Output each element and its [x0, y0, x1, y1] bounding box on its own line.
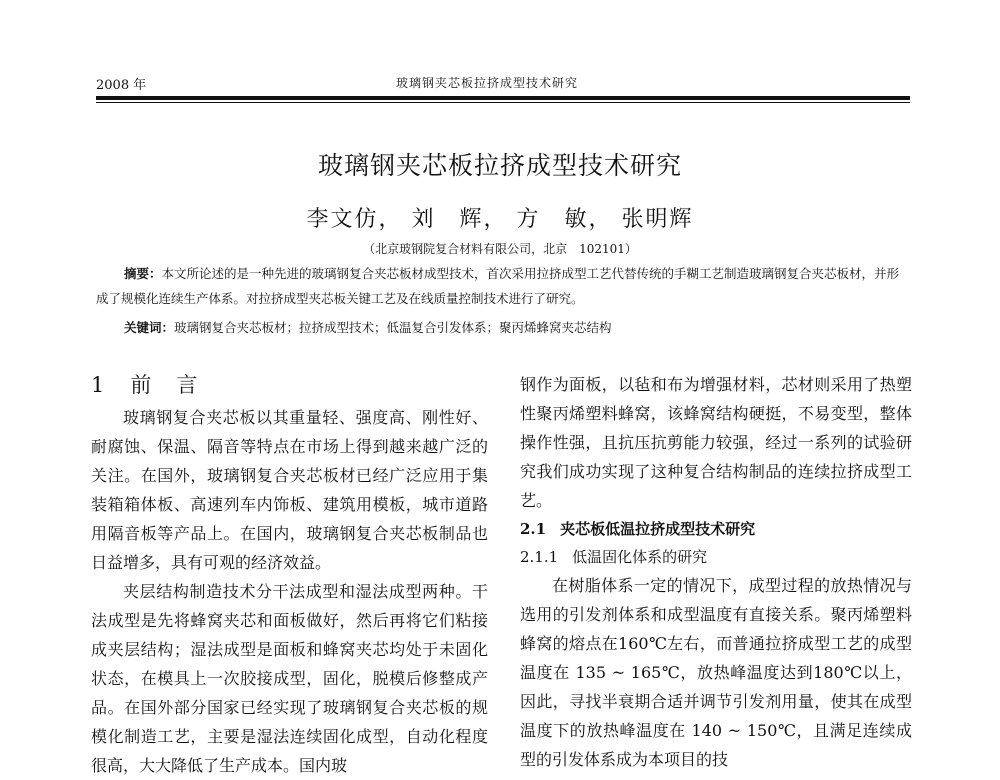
- left-column: [91, 370, 488, 780]
- subsection-title: 夹芯板低温拉挤成型技术研究: [560, 520, 756, 538]
- keywords-text: 玻璃钢复合夹芯板材；拉挤成型技术；低温复合引发体系；聚丙烯蜂窝夹芯结构: [174, 320, 612, 335]
- running-header: [96, 70, 910, 94]
- subsection-number: 2.1: [520, 520, 547, 538]
- header-running-title: 玻璃钢夹芯板拉挤成型技术研究: [396, 76, 579, 90]
- paper-title: 玻璃钢夹芯板拉挤成型技术研究: [317, 151, 682, 180]
- body-paragraph-continued: 钢作为面板，以毡和布为增强材料，芯材则采用了热塑性聚丙烯塑料蜂窝，该蜂窝结构硬挺，不易变型，整体操作性强，且抗压抗剪能力较强，经过一系列的试验研究我们成功实现了这种复合结构制品的连续拉挤成型工艺。: [520, 375, 912, 510]
- section-title: 前 言: [130, 373, 200, 397]
- subsubsection-title: 低温固化体系的研究: [572, 548, 708, 566]
- abstract-text: 本文所论述的是一种先进的玻璃钢复合夹芯板材成型技术，首次采用拉挤成型工艺代替传统的手糊工艺制造玻璃钢复合夹芯板材，并形成了规模化连续生产体系。对拉挤成型夹芯板关键工艺及在线质量控制技术进行了研究。: [96, 266, 900, 306]
- abstract-label: 摘要：: [124, 266, 162, 281]
- right-column: [520, 370, 912, 774]
- subsubsection-number: 2.1.1: [520, 548, 559, 566]
- section-heading-introduction: [91, 370, 488, 401]
- abstract: [96, 261, 910, 311]
- affiliation: （北京玻钢院复合材料有限公司，北京 102101）: [363, 242, 637, 256]
- header-rule-thick: [96, 96, 910, 100]
- section-number: 1: [91, 373, 107, 397]
- body-paragraph: 在树脂体系一定的情况下，成型过程的放热情况与选用的引发剂体系和成型温度有直接关系。聚丙烯塑料蜂窝的熔点在160℃左右，而普通拉挤成型工艺的成型温度在 135 ~ 165℃，放热峰温度达到180℃以上，因此，寻找半衰期合适并调节引发剂用量，使其在成型温度下的放热峰温度在 140 ~ 150℃，且满足连续成型的引发体系成为本项目的技: [520, 576, 912, 769]
- header-year: 2008 年: [96, 78, 147, 93]
- subsection-heading: [520, 515, 912, 543]
- body-paragraph: 玻璃钢复合夹芯板以其重量轻、强度高、刚性好、耐腐蚀、保温、隔音等特点在市场上得到越来越广泛的关注。在国外，玻璃钢复合夹芯板材已经广泛应用于集装箱箱体板、高速列车内饰板、建筑用模板，城市道路用隔音板等产品上。在国内，玻璃钢复合夹芯板制品也日益增多，具有可观的经济效益。: [91, 408, 488, 572]
- body-paragraph: 夹层结构制造技术分干法成型和湿法成型两种。干法成型是先将蜂窝夹芯和面板做好，然后再将它们粘接成夹层结构；湿法成型是面板和蜂窝夹芯均处于未固化状态，在模具上一次胶接成型，固化，脱模后修整成产品。在国外部分国家已经实现了玻璃钢复合夹芯板的规模化制造工艺，主要是湿法连续固化成型，自动化程度很高，大大降低了生产成本。国内玻: [91, 582, 488, 775]
- keywords-label: 关键词：: [124, 320, 175, 335]
- author-list: 李文仿， 刘 辉， 方 敏， 张明辉: [306, 207, 694, 232]
- abstract-body: [96, 261, 910, 311]
- keywords: [124, 318, 910, 336]
- subsubsection-heading: [520, 543, 912, 571]
- header-rule-thin: [96, 102, 910, 103]
